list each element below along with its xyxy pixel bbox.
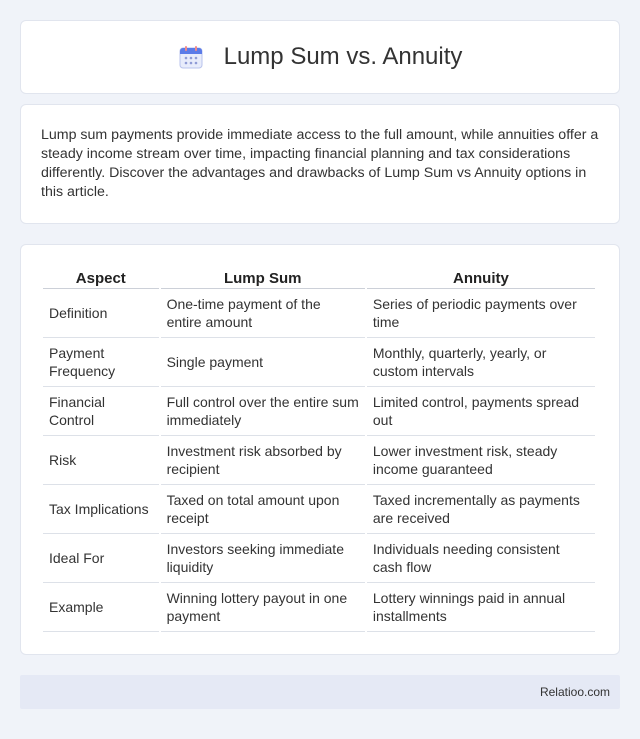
cell-aspect: Ideal For <box>43 534 159 583</box>
cell-aspect: Payment Frequency <box>43 338 159 387</box>
cell-aspect: Example <box>43 583 159 632</box>
cell-annuity: Lower investment risk, steady income guaranteed <box>367 436 595 485</box>
cell-aspect: Tax Implications <box>43 485 159 534</box>
cell-lump-sum: Taxed on total amount upon receipt <box>161 485 365 534</box>
table-row <box>43 289 595 338</box>
comparison-table <box>41 265 597 632</box>
cell-lump-sum: Investors seeking immediate liquidity <box>161 534 365 583</box>
cell-lump-sum: Full control over the entire sum immediately <box>161 387 365 436</box>
column-header-aspect: Aspect <box>43 265 159 289</box>
cell-aspect: Definition <box>43 289 159 338</box>
cell-lump-sum: Winning lottery payout in one payment <box>161 583 365 632</box>
page-title: Lump Sum vs. Annuity <box>223 43 463 70</box>
calendar-icon <box>178 44 204 70</box>
cell-annuity: Lottery winnings paid in annual installments <box>367 583 595 632</box>
cell-aspect: Financial Control <box>43 387 159 436</box>
column-header-lump-sum: Lump Sum <box>161 265 365 289</box>
intro-paragraph: Lump sum payments provide immediate access to the full amount, while annuities offer a steady income stream over time, impacting financial planning and tax considerations differently. Discover the advantages and drawbacks of Lump Sum vs Annuity options in this article. <box>41 127 599 200</box>
cell-annuity: Monthly, quarterly, yearly, or custom intervals <box>367 338 595 387</box>
footer <box>20 675 620 709</box>
table-row <box>43 387 595 436</box>
comparison-card <box>20 244 620 655</box>
cell-lump-sum: Single payment <box>161 338 365 387</box>
table-row <box>43 583 595 632</box>
cell-annuity: Individuals needing consistent cash flow <box>367 534 595 583</box>
cell-aspect: Risk <box>43 436 159 485</box>
table-row <box>43 534 595 583</box>
intro-card <box>20 104 620 224</box>
cell-lump-sum: Investment risk absorbed by recipient <box>161 436 365 485</box>
footer-brand: Relatioo.com <box>539 685 610 699</box>
table-row <box>43 338 595 387</box>
cell-lump-sum: One-time payment of the entire amount <box>161 289 365 338</box>
column-header-annuity: Annuity <box>367 265 595 289</box>
table-row <box>43 485 595 534</box>
cell-annuity: Limited control, payments spread out <box>367 387 595 436</box>
title-group <box>178 43 463 71</box>
cell-annuity: Taxed incrementally as payments are received <box>367 485 595 534</box>
cell-annuity: Series of periodic payments over time <box>367 289 595 338</box>
table-row <box>43 436 595 485</box>
title-card <box>20 20 620 94</box>
table-header-row <box>43 265 595 289</box>
